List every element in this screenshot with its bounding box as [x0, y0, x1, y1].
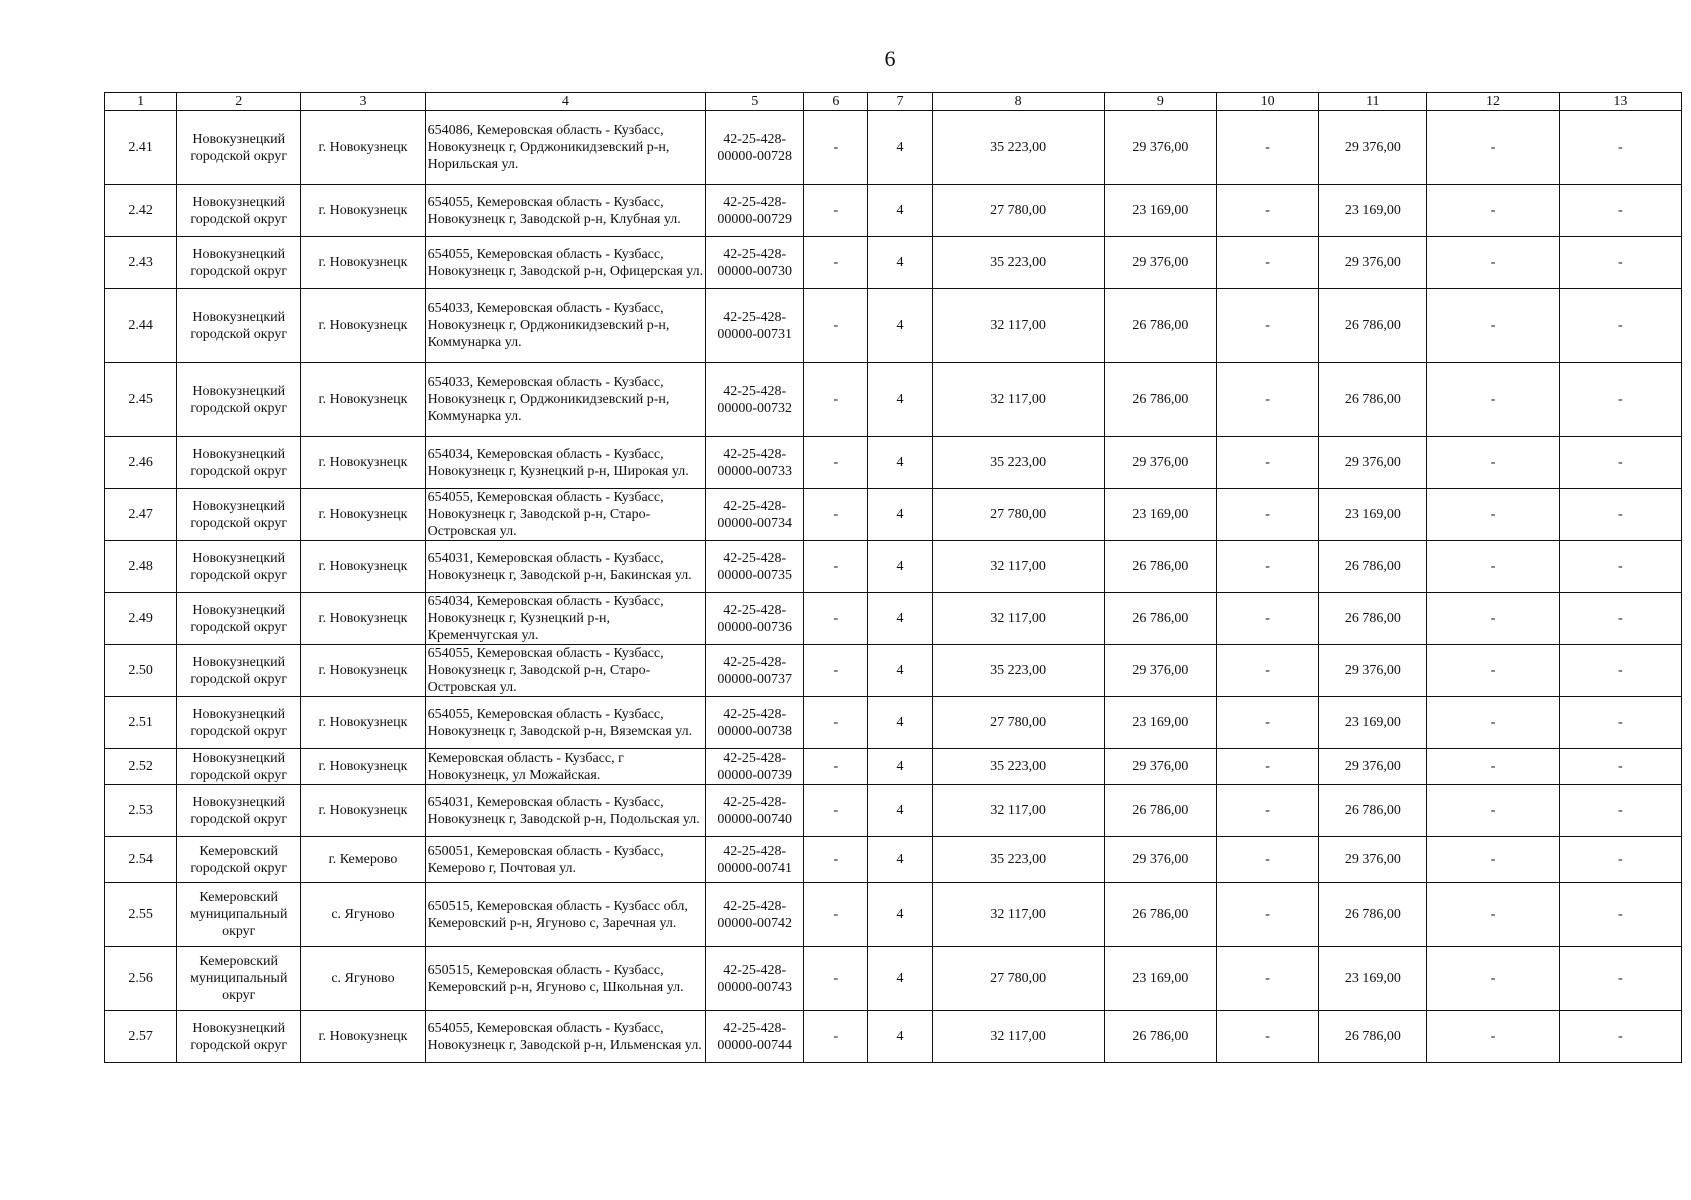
column-7-cell: 4	[868, 749, 932, 785]
column-9-value: 23 169,00	[1104, 185, 1216, 237]
column-6-cell: -	[804, 883, 868, 947]
column-9-value: 29 376,00	[1104, 237, 1216, 289]
column-10-cell: -	[1217, 697, 1319, 749]
district-cell: Кемеровский городской округ	[177, 837, 301, 883]
locality-cell: г. Новокузнецк	[301, 593, 425, 645]
oktmo-code-cell: 42-25-428-00000-00734	[706, 489, 804, 541]
table-row	[105, 785, 1682, 837]
column-8-value: 32 117,00	[932, 289, 1104, 363]
column-6-cell: -	[804, 645, 868, 697]
column-7-cell: 4	[868, 947, 932, 1011]
column-7-cell: 4	[868, 437, 932, 489]
oktmo-code-cell: 42-25-428-00000-00735	[706, 541, 804, 593]
column-9-value: 29 376,00	[1104, 645, 1216, 697]
column-header: 13	[1559, 93, 1681, 111]
column-10-cell: -	[1217, 363, 1319, 437]
column-8-value: 32 117,00	[932, 883, 1104, 947]
column-12-cell: -	[1427, 111, 1559, 185]
address-cell: 654034, Кемеровская область - Кузбасс, Новокузнецк г, Кузнецкий р-н, Кременчугская ул.	[425, 593, 706, 645]
district-cell: Кемеровский муниципальный округ	[177, 883, 301, 947]
column-9-value: 26 786,00	[1104, 883, 1216, 947]
table-row	[105, 489, 1682, 541]
district-cell: Новокузнецкий городской округ	[177, 237, 301, 289]
column-12-cell: -	[1427, 947, 1559, 1011]
table-row	[105, 541, 1682, 593]
column-13-cell: -	[1559, 111, 1681, 185]
row-number: 2.56	[105, 947, 177, 1011]
column-12-cell: -	[1427, 541, 1559, 593]
district-cell: Новокузнецкий городской округ	[177, 363, 301, 437]
table-row	[105, 289, 1682, 363]
address-cell: 650051, Кемеровская область - Кузбасс, Кемерово г, Почтовая ул.	[425, 837, 706, 883]
column-6-cell: -	[804, 1011, 868, 1063]
address-cell: Кемеровская область - Кузбасс, г Новокузнецк, ул Можайская.	[425, 749, 706, 785]
column-13-cell: -	[1559, 363, 1681, 437]
district-cell: Новокузнецкий городской округ	[177, 697, 301, 749]
column-8-value: 32 117,00	[932, 363, 1104, 437]
column-8-value: 35 223,00	[932, 237, 1104, 289]
table-row	[105, 185, 1682, 237]
column-9-value: 23 169,00	[1104, 697, 1216, 749]
district-cell: Новокузнецкий городской округ	[177, 749, 301, 785]
column-7-cell: 4	[868, 541, 932, 593]
column-header: 6	[804, 93, 868, 111]
column-12-cell: -	[1427, 593, 1559, 645]
address-cell: 654033, Кемеровская область - Кузбасс, Новокузнецк г, Орджоникидзевский р-н, Коммунарка ул.	[425, 363, 706, 437]
column-8-value: 35 223,00	[932, 645, 1104, 697]
row-number: 2.45	[105, 363, 177, 437]
column-header: 1	[105, 93, 177, 111]
table-row	[105, 437, 1682, 489]
column-7-cell: 4	[868, 185, 932, 237]
address-cell: 654033, Кемеровская область - Кузбасс, Новокузнецк г, Орджоникидзевский р-н, Коммунарка ул.	[425, 289, 706, 363]
column-header: 7	[868, 93, 932, 111]
row-number: 2.42	[105, 185, 177, 237]
column-11-value: 29 376,00	[1319, 237, 1427, 289]
column-12-cell: -	[1427, 437, 1559, 489]
address-cell: 650515, Кемеровская область - Кузбасс, Кемеровский р-н, Ягуново с, Школьная ул.	[425, 947, 706, 1011]
column-header: 11	[1319, 93, 1427, 111]
column-9-value: 29 376,00	[1104, 111, 1216, 185]
district-cell: Новокузнецкий городской округ	[177, 437, 301, 489]
column-13-cell: -	[1559, 541, 1681, 593]
column-7-cell: 4	[868, 785, 932, 837]
page-number: 6	[884, 46, 896, 71]
column-11-value: 26 786,00	[1319, 363, 1427, 437]
district-cell: Новокузнецкий городской округ	[177, 185, 301, 237]
oktmo-code-cell: 42-25-428-00000-00729	[706, 185, 804, 237]
column-8-value: 27 780,00	[932, 697, 1104, 749]
column-11-value: 23 169,00	[1319, 489, 1427, 541]
column-10-cell: -	[1217, 947, 1319, 1011]
oktmo-code-cell: 42-25-428-00000-00736	[706, 593, 804, 645]
address-cell: 654055, Кемеровская область - Кузбасс, Новокузнецк г, Заводской р-н, Клубная ул.	[425, 185, 706, 237]
column-6-cell: -	[804, 593, 868, 645]
locality-cell: г. Кемерово	[301, 837, 425, 883]
column-10-cell: -	[1217, 437, 1319, 489]
column-13-cell: -	[1559, 237, 1681, 289]
address-cell: 654031, Кемеровская область - Кузбасс, Новокузнецк г, Заводской р-н, Бакинская ул.	[425, 541, 706, 593]
locality-cell: г. Новокузнецк	[301, 185, 425, 237]
table-row	[105, 947, 1682, 1011]
row-number: 2.41	[105, 111, 177, 185]
column-7-cell: 4	[868, 837, 932, 883]
oktmo-code-cell: 42-25-428-00000-00742	[706, 883, 804, 947]
oktmo-code-cell: 42-25-428-00000-00737	[706, 645, 804, 697]
column-13-cell: -	[1559, 593, 1681, 645]
district-cell: Новокузнецкий городской округ	[177, 645, 301, 697]
column-12-cell: -	[1427, 749, 1559, 785]
column-12-cell: -	[1427, 697, 1559, 749]
column-header: 10	[1217, 93, 1319, 111]
column-13-cell: -	[1559, 749, 1681, 785]
table-row	[105, 593, 1682, 645]
column-header: 4	[425, 93, 706, 111]
oktmo-code-cell: 42-25-428-00000-00733	[706, 437, 804, 489]
column-9-value: 26 786,00	[1104, 785, 1216, 837]
oktmo-code-cell: 42-25-428-00000-00744	[706, 1011, 804, 1063]
column-9-value: 26 786,00	[1104, 363, 1216, 437]
column-header: 9	[1104, 93, 1216, 111]
column-10-cell: -	[1217, 185, 1319, 237]
column-11-value: 29 376,00	[1319, 837, 1427, 883]
row-number: 2.51	[105, 697, 177, 749]
oktmo-code-cell: 42-25-428-00000-00740	[706, 785, 804, 837]
column-13-cell: -	[1559, 883, 1681, 947]
row-number: 2.47	[105, 489, 177, 541]
column-6-cell: -	[804, 785, 868, 837]
locality-cell: г. Новокузнецк	[301, 541, 425, 593]
column-13-cell: -	[1559, 645, 1681, 697]
column-12-cell: -	[1427, 185, 1559, 237]
column-13-cell: -	[1559, 289, 1681, 363]
column-6-cell: -	[804, 489, 868, 541]
registry-table	[104, 92, 1682, 1063]
table-row	[105, 363, 1682, 437]
column-10-cell: -	[1217, 541, 1319, 593]
column-13-cell: -	[1559, 437, 1681, 489]
address-cell: 650515, Кемеровская область - Кузбасс обл, Кемеровский р-н, Ягуново с, Заречная ул.	[425, 883, 706, 947]
column-6-cell: -	[804, 111, 868, 185]
column-11-value: 26 786,00	[1319, 541, 1427, 593]
column-7-cell: 4	[868, 645, 932, 697]
address-cell: 654086, Кемеровская область - Кузбасс, Новокузнецк г, Орджоникидзевский р-н, Норильская ул.	[425, 111, 706, 185]
column-11-value: 26 786,00	[1319, 883, 1427, 947]
address-cell: 654055, Кемеровская область - Кузбасс, Новокузнецк г, Заводской р-н, Ильменская ул.	[425, 1011, 706, 1063]
oktmo-code-cell: 42-25-428-00000-00741	[706, 837, 804, 883]
locality-cell: г. Новокузнецк	[301, 363, 425, 437]
column-8-value: 35 223,00	[932, 111, 1104, 185]
column-10-cell: -	[1217, 289, 1319, 363]
row-number: 2.44	[105, 289, 177, 363]
table-row	[105, 883, 1682, 947]
column-6-cell: -	[804, 837, 868, 883]
column-13-cell: -	[1559, 947, 1681, 1011]
column-12-cell: -	[1427, 363, 1559, 437]
column-header: 8	[932, 93, 1104, 111]
locality-cell: с. Ягуново	[301, 947, 425, 1011]
column-header: 5	[706, 93, 804, 111]
locality-cell: г. Новокузнецк	[301, 749, 425, 785]
address-cell: 654034, Кемеровская область - Кузбасс, Новокузнецк г, Кузнецкий р-н, Широкая ул.	[425, 437, 706, 489]
address-cell: 654055, Кемеровская область - Кузбасс, Новокузнецк г, Заводской р-н, Старо-Островская ул.	[425, 645, 706, 697]
address-cell: 654055, Кемеровская область - Кузбасс, Новокузнецк г, Заводской р-н, Вяземская ул.	[425, 697, 706, 749]
column-9-value: 29 376,00	[1104, 437, 1216, 489]
address-cell: 654055, Кемеровская область - Кузбасс, Новокузнецк г, Заводской р-н, Офицерская ул.	[425, 237, 706, 289]
district-cell: Новокузнецкий городской округ	[177, 593, 301, 645]
table-body	[105, 111, 1682, 1063]
column-11-value: 29 376,00	[1319, 749, 1427, 785]
column-7-cell: 4	[868, 237, 932, 289]
column-11-value: 26 786,00	[1319, 785, 1427, 837]
locality-cell: г. Новокузнецк	[301, 697, 425, 749]
column-13-cell: -	[1559, 837, 1681, 883]
column-13-cell: -	[1559, 697, 1681, 749]
address-cell: 654031, Кемеровская область - Кузбасс, Новокузнецк г, Заводской р-н, Подольская ул.	[425, 785, 706, 837]
row-number: 2.50	[105, 645, 177, 697]
column-12-cell: -	[1427, 1011, 1559, 1063]
row-number: 2.52	[105, 749, 177, 785]
column-10-cell: -	[1217, 749, 1319, 785]
column-13-cell: -	[1559, 785, 1681, 837]
column-12-cell: -	[1427, 837, 1559, 883]
column-9-value: 26 786,00	[1104, 289, 1216, 363]
oktmo-code-cell: 42-25-428-00000-00728	[706, 111, 804, 185]
column-10-cell: -	[1217, 593, 1319, 645]
row-number: 2.48	[105, 541, 177, 593]
locality-cell: г. Новокузнецк	[301, 111, 425, 185]
column-6-cell: -	[804, 697, 868, 749]
column-8-value: 32 117,00	[932, 541, 1104, 593]
column-8-value: 35 223,00	[932, 749, 1104, 785]
column-13-cell: -	[1559, 185, 1681, 237]
oktmo-code-cell: 42-25-428-00000-00731	[706, 289, 804, 363]
column-9-value: 29 376,00	[1104, 837, 1216, 883]
column-7-cell: 4	[868, 697, 932, 749]
column-6-cell: -	[804, 237, 868, 289]
district-cell: Новокузнецкий городской округ	[177, 289, 301, 363]
column-8-value: 27 780,00	[932, 947, 1104, 1011]
locality-cell: г. Новокузнецк	[301, 645, 425, 697]
locality-cell: г. Новокузнецк	[301, 489, 425, 541]
column-9-value: 26 786,00	[1104, 1011, 1216, 1063]
column-12-cell: -	[1427, 289, 1559, 363]
column-11-value: 23 169,00	[1319, 947, 1427, 1011]
address-cell: 654055, Кемеровская область - Кузбасс, Новокузнецк г, Заводской р-н, Старо-Островская ул.	[425, 489, 706, 541]
locality-cell: г. Новокузнецк	[301, 289, 425, 363]
column-11-value: 29 376,00	[1319, 111, 1427, 185]
column-8-value: 27 780,00	[932, 185, 1104, 237]
column-10-cell: -	[1217, 237, 1319, 289]
column-6-cell: -	[804, 185, 868, 237]
column-10-cell: -	[1217, 111, 1319, 185]
column-7-cell: 4	[868, 489, 932, 541]
column-11-value: 23 169,00	[1319, 697, 1427, 749]
column-6-cell: -	[804, 947, 868, 1011]
column-header: 12	[1427, 93, 1559, 111]
column-10-cell: -	[1217, 883, 1319, 947]
column-11-value: 26 786,00	[1319, 289, 1427, 363]
district-cell: Новокузнецкий городской округ	[177, 111, 301, 185]
row-number: 2.49	[105, 593, 177, 645]
row-number: 2.55	[105, 883, 177, 947]
district-cell: Новокузнецкий городской округ	[177, 489, 301, 541]
oktmo-code-cell: 42-25-428-00000-00738	[706, 697, 804, 749]
column-12-cell: -	[1427, 645, 1559, 697]
column-10-cell: -	[1217, 837, 1319, 883]
column-10-cell: -	[1217, 645, 1319, 697]
table-row	[105, 1011, 1682, 1063]
column-11-value: 23 169,00	[1319, 185, 1427, 237]
column-header: 2	[177, 93, 301, 111]
column-11-value: 29 376,00	[1319, 437, 1427, 489]
column-7-cell: 4	[868, 363, 932, 437]
column-6-cell: -	[804, 289, 868, 363]
column-13-cell: -	[1559, 489, 1681, 541]
table-row	[105, 697, 1682, 749]
table-row	[105, 837, 1682, 883]
column-7-cell: 4	[868, 1011, 932, 1063]
column-7-cell: 4	[868, 593, 932, 645]
column-6-cell: -	[804, 749, 868, 785]
table-row	[105, 237, 1682, 289]
column-10-cell: -	[1217, 489, 1319, 541]
column-7-cell: 4	[868, 883, 932, 947]
row-number: 2.43	[105, 237, 177, 289]
column-12-cell: -	[1427, 237, 1559, 289]
column-8-value: 32 117,00	[932, 785, 1104, 837]
district-cell: Новокузнецкий городской округ	[177, 1011, 301, 1063]
column-9-value: 26 786,00	[1104, 541, 1216, 593]
column-8-value: 32 117,00	[932, 593, 1104, 645]
table-row	[105, 749, 1682, 785]
column-header: 3	[301, 93, 425, 111]
column-number-row	[105, 93, 1682, 111]
column-9-value: 26 786,00	[1104, 593, 1216, 645]
oktmo-code-cell: 42-25-428-00000-00732	[706, 363, 804, 437]
row-number: 2.57	[105, 1011, 177, 1063]
column-8-value: 27 780,00	[932, 489, 1104, 541]
column-11-value: 26 786,00	[1319, 593, 1427, 645]
column-10-cell: -	[1217, 1011, 1319, 1063]
district-cell: Новокузнецкий городской округ	[177, 541, 301, 593]
table-row	[105, 645, 1682, 697]
column-12-cell: -	[1427, 785, 1559, 837]
row-number: 2.53	[105, 785, 177, 837]
row-number: 2.54	[105, 837, 177, 883]
locality-cell: с. Ягуново	[301, 883, 425, 947]
column-6-cell: -	[804, 541, 868, 593]
row-number: 2.46	[105, 437, 177, 489]
oktmo-code-cell: 42-25-428-00000-00739	[706, 749, 804, 785]
column-8-value: 32 117,00	[932, 1011, 1104, 1063]
column-12-cell: -	[1427, 883, 1559, 947]
column-11-value: 29 376,00	[1319, 645, 1427, 697]
column-11-value: 26 786,00	[1319, 1011, 1427, 1063]
column-9-value: 29 376,00	[1104, 749, 1216, 785]
column-9-value: 23 169,00	[1104, 947, 1216, 1011]
column-13-cell: -	[1559, 1011, 1681, 1063]
column-7-cell: 4	[868, 111, 932, 185]
district-cell: Новокузнецкий городской округ	[177, 785, 301, 837]
column-10-cell: -	[1217, 785, 1319, 837]
column-7-cell: 4	[868, 289, 932, 363]
locality-cell: г. Новокузнецк	[301, 237, 425, 289]
column-8-value: 35 223,00	[932, 837, 1104, 883]
table-row	[105, 111, 1682, 185]
locality-cell: г. Новокузнецк	[301, 785, 425, 837]
column-8-value: 35 223,00	[932, 437, 1104, 489]
column-12-cell: -	[1427, 489, 1559, 541]
district-cell: Кемеровский муниципальный округ	[177, 947, 301, 1011]
oktmo-code-cell: 42-25-428-00000-00743	[706, 947, 804, 1011]
locality-cell: г. Новокузнецк	[301, 437, 425, 489]
locality-cell: г. Новокузнецк	[301, 1011, 425, 1063]
column-9-value: 23 169,00	[1104, 489, 1216, 541]
column-6-cell: -	[804, 363, 868, 437]
column-6-cell: -	[804, 437, 868, 489]
oktmo-code-cell: 42-25-428-00000-00730	[706, 237, 804, 289]
